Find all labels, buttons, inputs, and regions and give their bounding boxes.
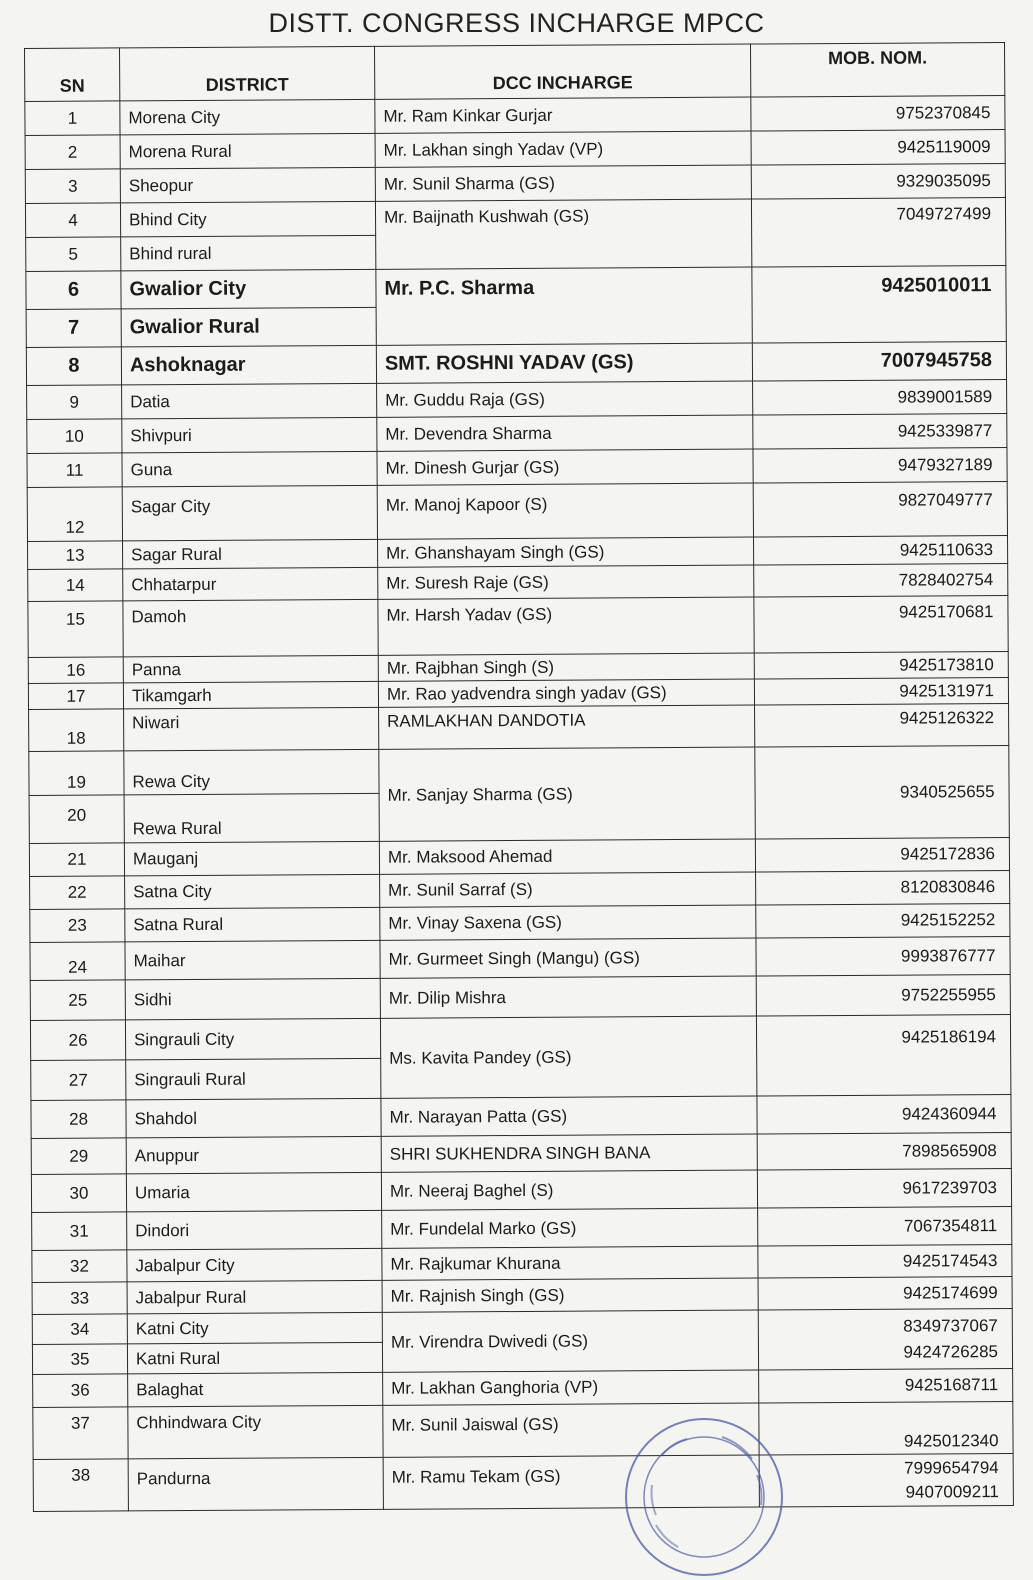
cell-incharge: Mr. Baijnath Kushwah (GS) (375, 199, 751, 269)
cell-district: Ashoknagar (121, 345, 376, 385)
cell-incharge: Mr. Devendra Sharma (377, 415, 753, 451)
cell-incharge: Mr. P.C. Sharma (376, 267, 752, 345)
cell-mobile: 9425152252 (756, 903, 1010, 938)
cell-district: Sagar City (122, 485, 377, 541)
header-sn: SN (25, 48, 120, 102)
cell-incharge: Mr. Suresh Raje (GS) (378, 565, 754, 599)
cell-sn: 26 (30, 1020, 125, 1061)
cell-district: Tikamgarh (123, 681, 378, 709)
cell-mobile: 9752370845 (751, 96, 1005, 132)
cell-district: Guna (122, 451, 377, 487)
cell-incharge: SHRI SUKHENDRA SINGH BANA (381, 1134, 757, 1172)
cell-incharge: Mr. Sunil Jaiswal (GS) (383, 1403, 759, 1457)
cell-incharge: Mr. Sanjay Sharma (GS) (379, 747, 756, 841)
cell-incharge: Mr. Narayan Patta (GS) (381, 1096, 757, 1136)
cell-sn: 28 (31, 1100, 126, 1139)
cell-sn: 16 (28, 657, 123, 684)
cell-sn: 18 (29, 709, 124, 752)
table-row (29, 745, 1009, 795)
cell-incharge: Mr. Sunil Sarraf (S) (380, 872, 756, 907)
cell-district: Jabalpur City (127, 1248, 382, 1282)
cell-district: Shivpuri (122, 417, 377, 453)
cell-mobile: 9329035095 (751, 164, 1005, 200)
cell-district: Dindori (127, 1210, 382, 1250)
cell-sn: 36 (33, 1374, 128, 1408)
cell-incharge: RAMLAKHAN DANDOTIA (379, 705, 755, 749)
cell-sn: 25 (30, 980, 125, 1021)
cell-sn: 20 (29, 795, 124, 844)
cell-district: Mauganj (124, 841, 379, 876)
table-row (28, 596, 1008, 658)
cell-mobile: 9425173810 (754, 651, 1008, 679)
cell-district: Satna City (125, 874, 380, 909)
cell-incharge: Mr. Lakhan singh Yadav (VP) (375, 131, 751, 167)
cell-sn: 17 (28, 683, 123, 710)
cell-mobile: 9425170681 (754, 596, 1008, 654)
cell-mobile: 7898565908 (757, 1132, 1011, 1170)
cell-mobile: 9752255955 (756, 974, 1010, 1016)
cell-mobile: 9425172836 (755, 837, 1009, 872)
cell-sn: 13 (28, 541, 123, 570)
cell-sn: 14 (28, 569, 123, 602)
table-row (32, 1308, 1012, 1344)
cell-incharge: Mr. Dinesh Gurjar (GS) (377, 449, 753, 485)
table-row (31, 1132, 1011, 1174)
cell-district: Pandurna (128, 1457, 383, 1511)
incharge-table (24, 42, 1014, 1512)
cell-incharge: Mr. Neeraj Baghel (S) (381, 1170, 757, 1210)
cell-incharge: Mr. Rajbhan Singh (S) (378, 653, 754, 681)
cell-district: Damoh (123, 599, 378, 657)
table-row (31, 1168, 1011, 1212)
cell-district: Datia (122, 383, 377, 419)
cell-incharge: Mr. Manoj Kapoor (S) (377, 483, 753, 539)
table-row (31, 1094, 1011, 1138)
cell-sn: 22 (30, 876, 125, 910)
cell-incharge: Mr. Ghanshayam Singh (GS) (378, 537, 754, 567)
cell-incharge: Mr. Maksood Ahemad (379, 839, 755, 874)
cell-district: Katni City (127, 1312, 382, 1344)
cell-mobile: 9425131971 (754, 677, 1008, 705)
cell-sn: 9 (27, 385, 122, 420)
cell-sn: 11 (27, 453, 122, 488)
cell-mobile: 7828402754 (754, 564, 1008, 598)
cell-district: Chhindwara City (128, 1405, 383, 1459)
cell-district: Umaria (126, 1172, 381, 1212)
cell-district: Morena Rural (120, 133, 375, 169)
table-row (30, 974, 1010, 1020)
table-row (33, 1453, 1013, 1511)
cell-incharge: Mr. Sunil Sharma (GS) (375, 165, 751, 201)
table-row (26, 342, 1006, 386)
cell-mobile: 9425110633 (754, 536, 1008, 566)
cell-district: Niwari (124, 707, 379, 751)
cell-mobile: 9839001589 (753, 380, 1007, 416)
cell-incharge: Mr. Harsh Yadav (GS) (378, 597, 754, 655)
cell-sn: 3 (25, 169, 120, 204)
cell-incharge: Mr. Lakhan Ganghoria (VP) (383, 1370, 759, 1405)
cell-district: Satna Rural (125, 907, 380, 942)
table-row (30, 936, 1010, 980)
cell-mobile: 9827049777 (753, 482, 1007, 538)
cell-sn: 33 (32, 1282, 127, 1315)
cell-mobile (759, 1453, 1013, 1507)
table-row (32, 1206, 1012, 1250)
cell-mobile: 9425012340 (759, 1401, 1013, 1455)
cell-sn: 15 (28, 601, 123, 658)
cell-district: Maihar (125, 940, 380, 980)
cell-incharge: Mr. Rajnish Singh (GS) (382, 1278, 758, 1312)
cell-incharge: Mr. Vinay Saxena (GS) (380, 905, 756, 940)
cell-mobile: 9993876777 (756, 936, 1010, 976)
cell-district: Gwalior City (121, 269, 376, 309)
cell-incharge: Mr. Rao yadvendra singh yadav (GS) (378, 679, 754, 707)
cell-sn: 21 (29, 843, 124, 877)
cell-sn: 6 (26, 271, 121, 310)
header-mobile: MOB. NOM. (750, 43, 1004, 98)
cell-mobile: 9425186194 (756, 1014, 1010, 1096)
cell-sn: 29 (31, 1138, 126, 1175)
cell-district: Anuppur (126, 1136, 381, 1174)
cell-district: Gwalior Rural (121, 307, 376, 347)
cell-mobile: 9424360944 (757, 1094, 1011, 1134)
cell-sn: 12 (27, 487, 122, 542)
cell-mobile: 7007945758 (752, 342, 1006, 382)
cell-mobile: 9340525655 (755, 745, 1010, 839)
cell-mobile: 9425126322 (755, 703, 1009, 747)
cell-sn: 23 (30, 909, 125, 943)
cell-mobile: 9479327189 (753, 448, 1007, 484)
cell-district: Singrauli City (125, 1018, 380, 1060)
mobile-line-1: 7999654794 (904, 1458, 999, 1478)
mobile-line-2: 9407009211 (905, 1482, 999, 1502)
cell-sn: 31 (32, 1212, 127, 1251)
cell-sn: 7 (26, 309, 121, 348)
cell-sn: 38 (33, 1459, 128, 1512)
header-district: DISTRICT (120, 46, 375, 101)
cell-sn: 24 (30, 942, 125, 981)
cell-sn: 8 (26, 347, 121, 386)
cell-sn: 37 (33, 1407, 128, 1460)
cell-mobile: 7067354811 (758, 1206, 1012, 1246)
cell-sn: 4 (25, 203, 120, 238)
table-row (25, 198, 1005, 238)
cell-mobile: 9617239703 (757, 1168, 1011, 1208)
cell-district: Rewa City (124, 749, 379, 795)
cell-mobile: 9425119009 (751, 130, 1005, 166)
cell-incharge: Ms. Kavita Pandey (GS) (380, 1016, 756, 1098)
cell-mobile: 8120830846 (756, 870, 1010, 905)
table-row (30, 1014, 1010, 1060)
cell-sn: 32 (32, 1250, 127, 1283)
table-row (29, 703, 1009, 751)
cell-sn: 19 (29, 751, 124, 796)
cell-incharge: Mr. Ramu Tekam (GS) (383, 1455, 759, 1509)
cell-mobile: 9425174699 (758, 1276, 1012, 1310)
cell-district: Sagar Rural (123, 539, 378, 569)
cell-district: Shahdol (126, 1098, 381, 1138)
cell-sn: 35 (32, 1344, 127, 1375)
header-incharge: DCC INCHARGE (374, 44, 750, 99)
cell-mobile: 9425174543 (758, 1244, 1012, 1278)
cell-district: Morena City (120, 99, 375, 135)
cell-district: Bhind City (120, 201, 375, 237)
cell-incharge: SMT. ROSHNI YADAV (GS) (376, 343, 752, 383)
cell-sn: 5 (26, 237, 121, 272)
cell-district: Katni Rural (127, 1342, 382, 1374)
cell-incharge: Mr. Rajkumar Khurana (382, 1246, 758, 1280)
cell-incharge: Mr. Fundelal Marko (GS) (382, 1208, 758, 1248)
cell-incharge: Mr. Ram Kinkar Gurjar (375, 97, 751, 133)
cell-incharge: Mr. Guddu Raja (GS) (377, 381, 753, 417)
cell-mobile: 9425339877 (753, 414, 1007, 450)
table-row (27, 482, 1007, 542)
cell-mobile: 9425168711 (759, 1368, 1013, 1403)
cell-district: Chhatarpur (123, 567, 378, 601)
cell-incharge: Mr. Gurmeet Singh (Mangu) (GS) (380, 938, 756, 978)
cell-incharge: Mr. Dilip Mishra (380, 976, 756, 1018)
cell-mobile (758, 1308, 1012, 1370)
table-header-row (25, 43, 1005, 102)
cell-sn: 30 (31, 1174, 126, 1213)
cell-district: Panna (123, 655, 378, 683)
mobile-line-2: 9424726285 (903, 1341, 999, 1362)
cell-district: Balaghat (128, 1372, 383, 1407)
cell-district: Jabalpur Rural (127, 1280, 382, 1314)
cell-sn: 10 (27, 419, 122, 454)
cell-mobile: 9425010011 (752, 266, 1006, 344)
cell-sn: 2 (25, 135, 120, 170)
mobile-line-1: 8349737067 (903, 1315, 998, 1336)
cell-district: Rewa Rural (124, 793, 379, 843)
cell-district: Sidhi (125, 978, 380, 1020)
cell-district: Sheopur (120, 167, 375, 203)
cell-mobile: 7049727499 (751, 198, 1005, 268)
cell-sn: 1 (25, 101, 120, 136)
cell-incharge: Mr. Virendra Dwivedi (GS) (382, 1310, 758, 1372)
page-title: DISTT. CONGRESS INCHARGE MPCC (268, 8, 765, 38)
table-row (26, 266, 1006, 310)
cell-sn: 34 (32, 1314, 127, 1345)
cell-sn: 27 (31, 1060, 126, 1101)
cell-district: Singrauli Rural (126, 1058, 381, 1100)
cell-district: Bhind rural (121, 235, 376, 271)
table-row (33, 1401, 1013, 1459)
